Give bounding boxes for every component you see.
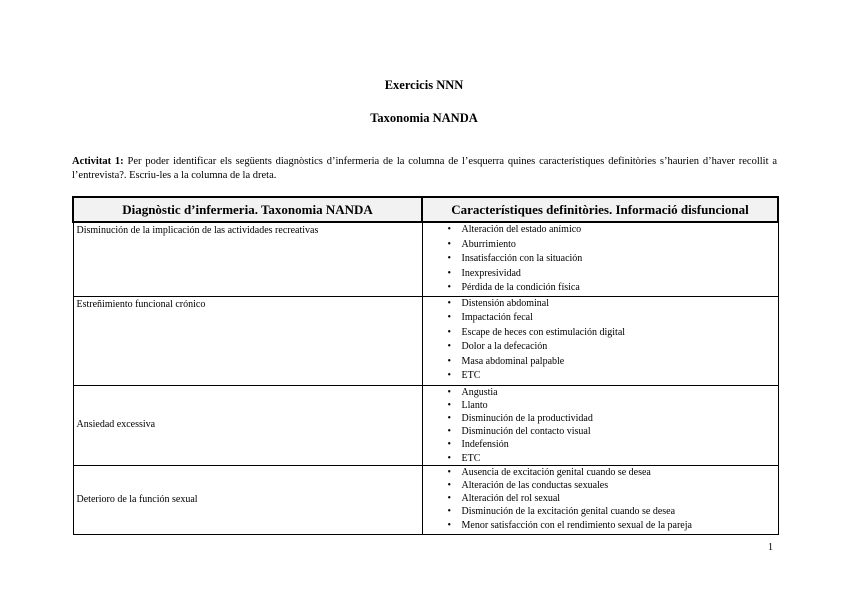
list-item: • Menor satisfacción con el rendimiento sexual de la pareja [426, 519, 775, 532]
diagnosis-cell: Ansiedad excessiva [73, 385, 422, 465]
list-item: • Inexpresividad [426, 267, 775, 282]
list-item: • Impactación fecal [426, 311, 775, 326]
features-cell [422, 465, 778, 534]
list-item: • Angustia [426, 386, 775, 399]
activity-instructions [72, 155, 777, 183]
features-list [426, 466, 775, 532]
list-item: • Alteración de las conductas sexuales [426, 479, 775, 492]
features-list [426, 297, 775, 384]
list-item: • ETC [426, 369, 775, 384]
table-row [73, 465, 778, 534]
list-item: • Alteración del rol sexual [426, 492, 775, 505]
list-item: • Escape de heces con estimulación digital [426, 326, 775, 341]
features-cell [422, 385, 778, 465]
diagnosis-cell: Disminución de la implicación de las actividades recreativas [73, 222, 422, 296]
list-item: • Aburrimiento [426, 238, 775, 253]
list-item: • Llanto [426, 399, 775, 412]
list-item: • Alteración del estado anímico [426, 223, 775, 238]
list-item: • Distensión abdominal [426, 297, 775, 312]
features-list [426, 223, 775, 296]
diagnosis-cell: Estreñimiento funcional crónico [73, 296, 422, 385]
list-item: • Pérdida de la condición física [426, 281, 775, 296]
list-item: • Ausencia de excitación genital cuando se desea [426, 466, 775, 479]
list-item: • Indefensión [426, 438, 775, 451]
column-header-diagnosis: Diagnòstic d’infermeria. Taxonomia NANDA [73, 197, 422, 222]
document-title: Exercicis NNN [384, 78, 464, 92]
activity-label: Activitat 1: [72, 156, 124, 167]
nanda-table [72, 196, 779, 535]
list-item: • Disminución del contacto visual [426, 425, 775, 438]
list-item: • Disminución de la productividad [426, 412, 775, 425]
activity-text: Per poder identificar els següents diagnòstics d’infermeria de la columna de l’esquerra quines característiques definitòries s’haurien d’haver recollit a l’entrevista?. Escriu-les a la columna de la dreta. [72, 156, 777, 181]
features-list [426, 386, 775, 465]
list-item: • ETC [426, 452, 775, 465]
column-header-features: Característiques definitòries. Informació disfuncional [422, 197, 778, 222]
list-item: • Disminución de la excitación genital cuando se desea [426, 505, 775, 518]
features-cell [422, 222, 778, 296]
table-row [73, 385, 778, 465]
list-item: • Insatisfacción con la situación [426, 252, 775, 267]
features-cell [422, 296, 778, 385]
table-row [73, 222, 778, 296]
table-header-row [73, 197, 778, 222]
list-item: • Masa abdominal palpable [426, 355, 775, 370]
document-subtitle: Taxonomia NANDA [370, 111, 478, 125]
page-number: 1 [768, 542, 773, 553]
diagnosis-cell: Deterioro de la función sexual [73, 465, 422, 534]
list-item: • Dolor a la defecación [426, 340, 775, 355]
table-row [73, 296, 778, 385]
